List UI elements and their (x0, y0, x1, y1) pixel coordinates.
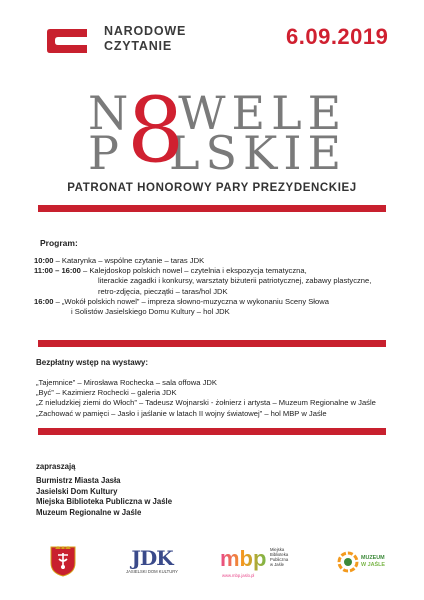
exhibition-item: „Z nieludzkiej ziemi do Włoch” – Tadeusz Wojnarski - żołnierz i artysta – Muzeum Regionalne w Jaśle (36, 398, 376, 408)
mbp-caption-line: Miejska (270, 547, 285, 552)
program-text: literackie zagadki i konkursy, warsztaty biżuterii patriotycznej, zabawy plastyczne, (98, 276, 372, 286)
program-text: – Kalejdoskop polskich nowel – czytelnia i ekspozycja tematyczna, (83, 266, 307, 276)
program-time: 11:00 – 16:00 (34, 266, 81, 276)
exhibitions-list (36, 378, 406, 419)
mbp-logo-icon (220, 545, 310, 583)
brand-line-1: NARODOWE (104, 24, 187, 38)
mbp-logo-text: mbp (220, 546, 267, 571)
title-row2-suffix: LSKIE (168, 126, 348, 180)
exhibitions-heading: Bezpłatny wstęp na wystawy: (36, 358, 149, 367)
divider-bar-1 (38, 205, 386, 212)
mbp-caption-line: Biblioteka (270, 552, 289, 557)
program-list (34, 256, 404, 317)
program-text: i Solistów Jasielskiego Domu Kultury – hol JDK (71, 307, 230, 317)
book-logo-icon (44, 28, 90, 54)
city-crest-icon (50, 545, 76, 577)
exhibition-item: „Być” – Kazimierz Rochecki – galeria JDK (36, 388, 177, 398)
program-text: – Katarynka – wspólne czytanie – taras JDK (55, 256, 205, 265)
program-text: retro-zdjęcia, pieczątki – taras/hol JDK (98, 286, 228, 296)
exhibition-item: „Zachować w pamięci – Jasło i jaślanie w latach II wojny światowej” – hol MBP w Jaśle (36, 408, 327, 418)
invite-heading: zapraszają (36, 462, 76, 471)
jdk-logo-icon (124, 547, 180, 581)
host-item: Jasielski Dom Kultury (36, 486, 118, 496)
brand-name (104, 24, 186, 54)
museum-text-2: W JAŚLE (361, 562, 385, 568)
mbp-caption-line: w Jaśle (270, 562, 284, 567)
museum-emblem-icon (337, 550, 359, 574)
host-item: Muzeum Regionalne w Jaśle (36, 507, 142, 517)
divider-bar-3 (38, 428, 386, 435)
museum-text-1: MUZEUM (361, 555, 385, 561)
divider-bar-2 (38, 340, 386, 347)
jdk-logo-text: JDK (131, 546, 173, 570)
mbp-logo-caption (270, 547, 288, 567)
title-row2-prefix: P (88, 126, 125, 180)
host-item: Miejska Biblioteka Publiczna w Jaśle (36, 497, 173, 506)
title-row1-suffix: WELE (178, 86, 348, 140)
hosts-list (36, 476, 172, 518)
program-time: 16:00 (34, 296, 54, 306)
host-item: Burmistrz Miasta Jasła (36, 476, 121, 485)
brand-line-2: CZYTANIE (104, 39, 172, 53)
mbp-url: www.mbp.jaslo.pl (222, 573, 255, 578)
exhibition-item: „Tajemnice” – Mirosława Rochecka – sala offowa JDK (36, 378, 217, 387)
program-item (34, 297, 404, 317)
title-numeral: 8 (127, 78, 185, 183)
program-heading: Program: (40, 238, 78, 248)
title-row1-prefix: N (88, 86, 135, 140)
mbp-caption-line: Publiczna (270, 557, 289, 562)
program-time: 10:00 (34, 256, 54, 265)
patronage-line: PATRONAT HONOROWY PARY PREZYDENCKIEJ (67, 182, 357, 194)
event-date: 6.09.2019 (286, 24, 389, 49)
jdk-logo-caption: JASIELSKI DOM KULTURY (126, 569, 178, 574)
program-text: – „Wokół polskich nowel” – impreza słowno-muzyczna w wykonaniu Sceny Słowa (55, 296, 329, 306)
museum-logo-icon (337, 548, 393, 580)
program-item (34, 256, 404, 266)
program-item (34, 266, 404, 297)
